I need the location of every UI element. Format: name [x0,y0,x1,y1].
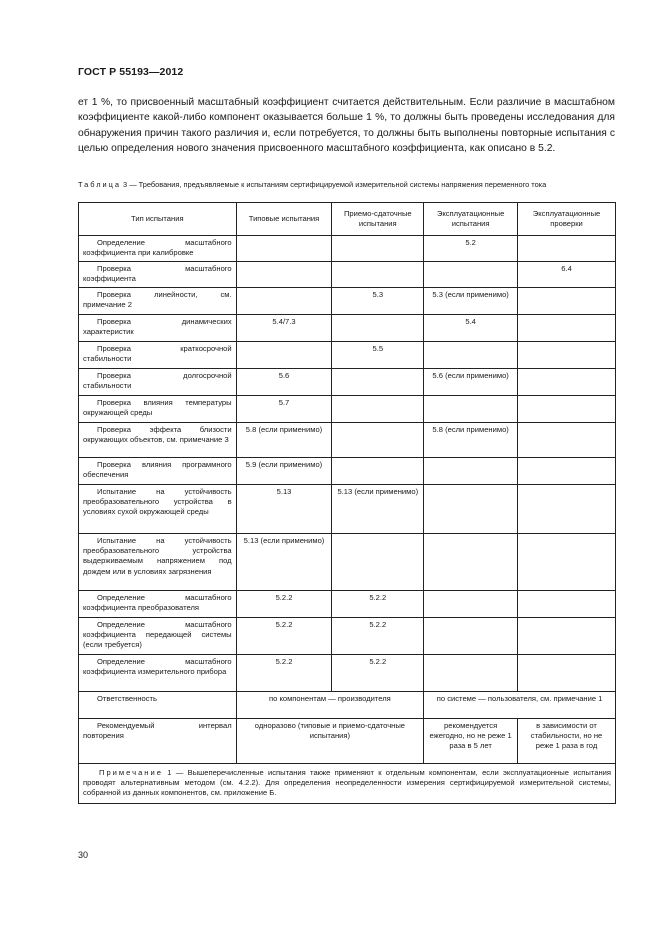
clause-cell [518,484,616,533]
header-test-type: Тип испытания [79,203,237,236]
test-type-cell: Проверка линейности, см. примечание 2 [79,287,237,314]
header-typical: Типовые испытания [236,203,332,236]
test-type-cell: Проверка долгосрочной стабильности [79,368,237,395]
paragraph-text: ет 1 %, то присвоенный масштабный коэффициент считается действительным. Если различие в масштабном коэффициенте какой-либо компонент оказывается больше 1 %, то должны быть проведены исследования для обнаружения причин такого различия и, если потребуется, то должны быть выполнены повторные испытания с целью определения нового значения присвоенного масштабного коэффициента, как описано в 5.2. [78,97,615,154]
table-row [79,457,616,484]
clause-cell: 5.13 (если применимо) [236,533,332,590]
clause-cell [424,617,518,654]
clause-cell [424,395,518,422]
clause-cell [518,314,616,341]
clause-cell [518,287,616,314]
table-row [79,368,616,395]
clause-cell: 5.5 [332,341,424,368]
clause-cell: 5.6 (если применимо) [424,368,518,395]
clause-cell: 5.13 (если применимо) [332,484,424,533]
table-note [79,763,616,803]
header-operational-checks: Эксплуатационные проверки [518,203,616,236]
interval-row [79,718,616,763]
clause-cell: 5.2.2 [236,590,332,617]
header-operational-tests: Эксплуатационные испытания [424,203,518,236]
clause-cell [518,533,616,590]
clause-cell [332,236,424,262]
table-row [79,422,616,457]
test-type-cell: Проверка динамических характеристик [79,314,237,341]
table-row [79,287,616,314]
clause-cell: 5.2.2 [236,654,332,691]
table-header-row [79,203,616,236]
clause-cell: 5.2.2 [236,617,332,654]
test-type-cell: Определение масштабного коэффициента при калибровке [79,236,237,262]
note-label: Примечание [99,767,163,777]
test-type-cell: Определение масштабного коэффициента преобразователя [79,590,237,617]
clause-cell [518,457,616,484]
clause-cell: 5.13 [236,484,332,533]
clause-cell: 5.3 (если применимо) [424,287,518,314]
interval-typical: одноразово (типовые и приемо-сдаточные испытания) [236,718,424,763]
clause-cell [236,341,332,368]
clause-cell [332,261,424,287]
table-row [79,654,616,691]
clause-cell [424,484,518,533]
header-acceptance: Приемо-сдаточные испытания [332,203,424,236]
test-type-cell: Проверка эффекта близости окружающих объектов, см. примечание 3 [79,422,237,457]
test-type-cell: Испытание на устойчивость преобразовательного устройства в условиях сухой окружающей среды [79,484,237,533]
clause-cell [424,590,518,617]
clause-cell [518,341,616,368]
clause-cell [518,236,616,262]
table-row [79,484,616,533]
table-row [79,236,616,262]
note-row [79,763,616,803]
clause-cell [332,314,424,341]
clause-cell [518,368,616,395]
table-row [79,395,616,422]
clause-cell [518,654,616,691]
note-text: 1 — Вышеперечисленные испытания также применяют к отдельным компонентам, если эксплуатационные испытания проводят альтернативным методом (см. 4.2.2). Для определения неопределенности измерения сертифицируемой измерительной системы, собранной из данных компонентов, см. приложение Б. [83,767,611,798]
clause-cell [236,236,332,262]
clause-cell [424,533,518,590]
responsibility-system: по системе — пользователя, см. примечание 1 [424,691,616,718]
test-type-cell: Проверка масштабного коэффициента [79,261,237,287]
clause-cell [332,422,424,457]
table-row [79,590,616,617]
clause-cell [424,457,518,484]
test-type-cell: Определение масштабного коэффициента передающей системы (если требуется) [79,617,237,654]
page-number: 30 [78,850,89,860]
clause-cell: 5.7 [236,395,332,422]
clause-cell: 5.2.2 [332,590,424,617]
clause-cell: 5.8 (если применимо) [424,422,518,457]
clause-cell: 5.2.2 [332,617,424,654]
responsibility-components: по компонентам — производителя [236,691,424,718]
clause-cell: 5.2 [424,236,518,262]
clause-cell: 5.4/7.3 [236,314,332,341]
clause-cell [332,457,424,484]
test-type-cell: Проверка влияния температуры окружающей среды [79,395,237,422]
clause-cell: 5.6 [236,368,332,395]
clause-cell [332,395,424,422]
table-row [79,261,616,287]
clause-cell: 5.8 (если применимо) [236,422,332,457]
table-caption-label: Таблица [78,180,121,189]
table-row [79,341,616,368]
responsibility-row [79,691,616,718]
clause-cell: 5.2.2 [332,654,424,691]
clause-cell: 6.4 [518,261,616,287]
table-row [79,314,616,341]
clause-cell [518,617,616,654]
clause-cell [332,533,424,590]
test-type-cell: Проверка влияния программного обеспечения [79,457,237,484]
clause-cell: 5.4 [424,314,518,341]
clause-cell [424,341,518,368]
document-code: ГОСТ Р 55193—2012 [78,66,184,78]
clause-cell [236,287,332,314]
test-type-cell: Проверка краткосрочной стабильности [79,341,237,368]
clause-cell: 5.9 (если применимо) [236,457,332,484]
requirements-table [78,202,616,804]
responsibility-label: Ответственность [79,691,237,718]
clause-cell [518,422,616,457]
interval-operational-checks: в зависимости от стабильности, но не реже 1 раза в год [518,718,616,763]
interval-operational-tests: рекомендуется ежегодно, но не реже 1 раза в 5 лет [424,718,518,763]
clause-cell [332,368,424,395]
test-type-cell: Определение масштабного коэффициента измерительного прибора [79,654,237,691]
clause-cell [424,261,518,287]
table-caption-text: 3 — Требования, предъявляемые к испытаниям сертифицируемой измерительной системы напряжения переменного тока [120,180,547,189]
interval-label: Рекомендуемый интервал повторения [79,718,237,763]
clause-cell [518,395,616,422]
clause-cell [518,590,616,617]
body-paragraph [78,95,615,156]
test-type-cell: Испытание на устойчивость преобразовательного устройства выдерживаемым напряжением под дождем или в условиях загрязнения [79,533,237,590]
clause-cell [236,261,332,287]
clause-cell [424,654,518,691]
table-row [79,533,616,590]
table-caption [78,180,615,191]
clause-cell: 5.3 [332,287,424,314]
table-row [79,617,616,654]
